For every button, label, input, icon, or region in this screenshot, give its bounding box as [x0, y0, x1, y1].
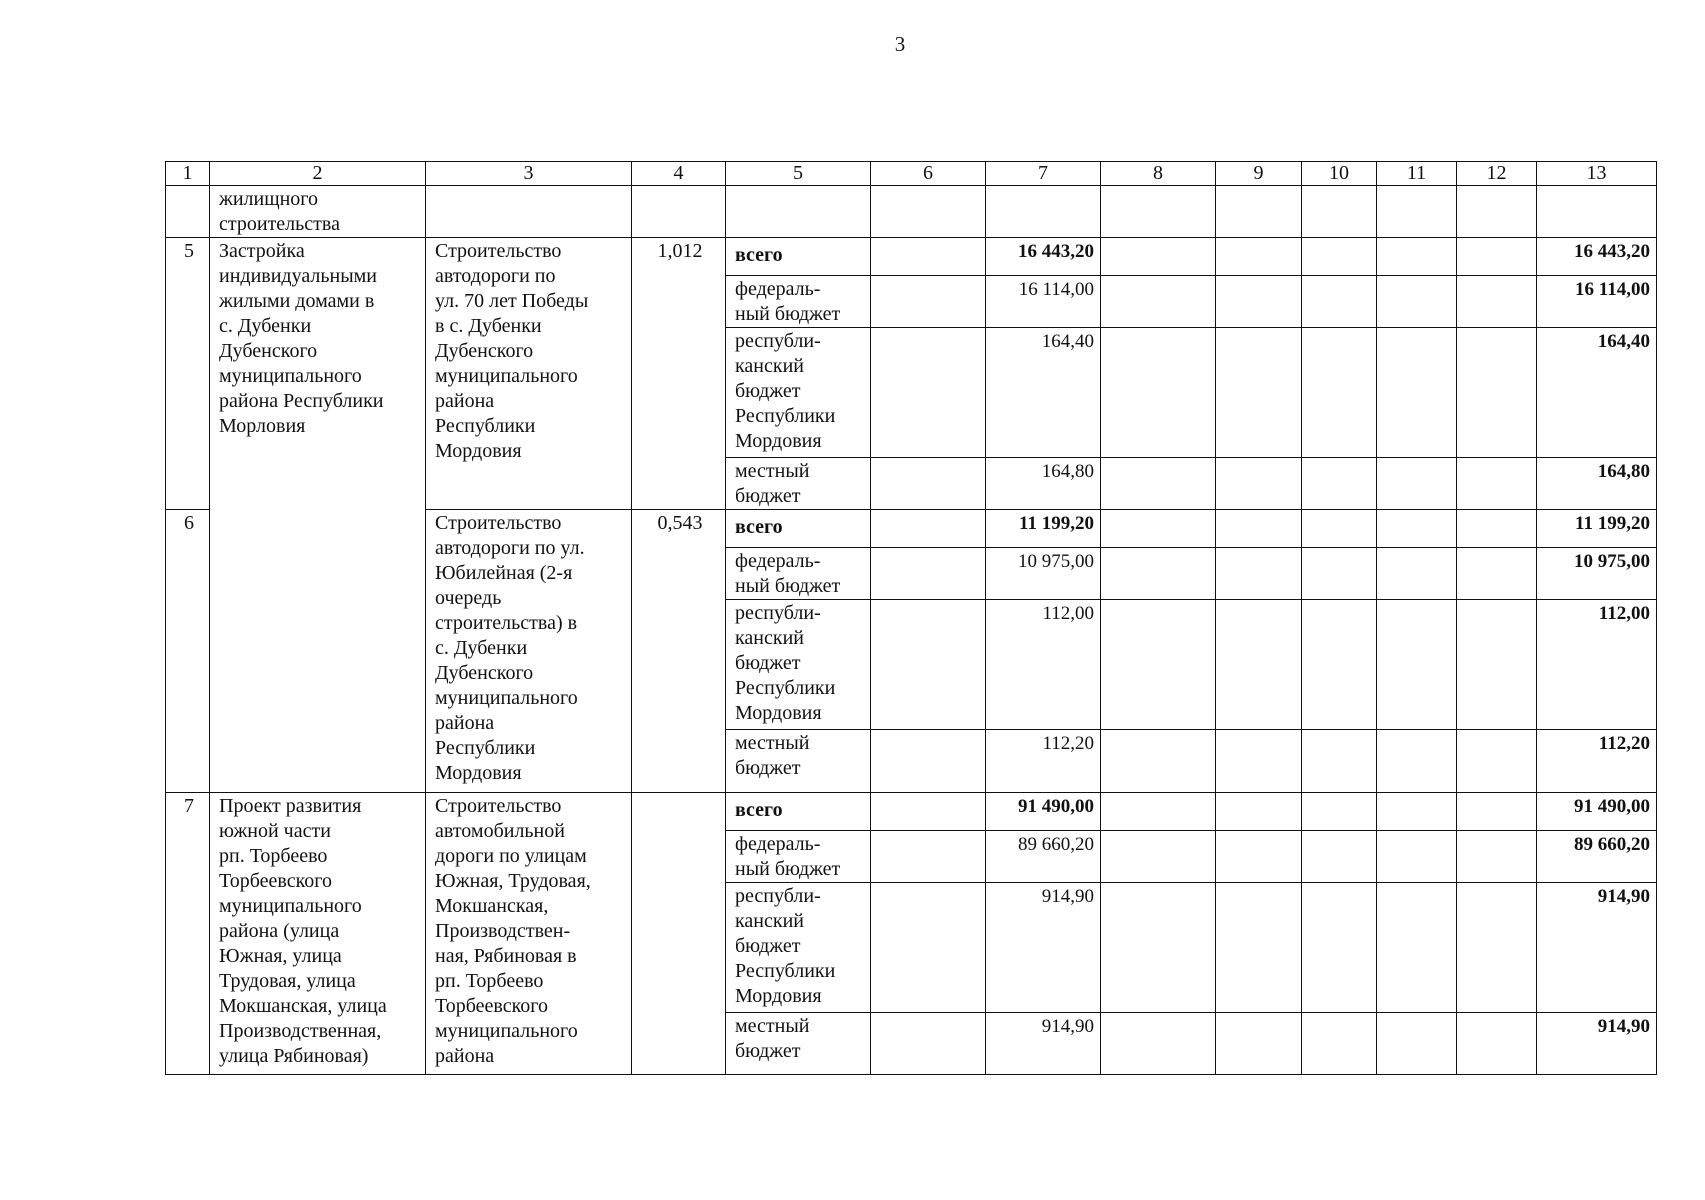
- text-line: Мордовия: [735, 702, 822, 724]
- amount-col13: 16 443,20: [1537, 238, 1657, 276]
- column-header: 6: [871, 162, 986, 186]
- text-line: с. Дубенки: [219, 315, 312, 337]
- funding-source: [726, 276, 871, 328]
- amount-col13: 16 114,00: [1537, 276, 1657, 328]
- text-line: канский: [735, 627, 804, 649]
- table-row: [166, 238, 1657, 276]
- road-length: [632, 793, 726, 1075]
- text-line: Строительство: [435, 512, 562, 534]
- text-line: бюджет: [735, 380, 801, 402]
- text-line: Мокшанская, улица: [219, 995, 387, 1017]
- amount-col7: 10 975,00: [986, 548, 1101, 600]
- column-number-row: [166, 162, 1657, 186]
- amount-col13: 112,20: [1537, 730, 1657, 793]
- text-line: муниципального: [219, 895, 362, 917]
- column-header: 1: [166, 162, 210, 186]
- text-line: Республики: [435, 737, 536, 759]
- text-line: рп. Торбеево: [219, 845, 328, 867]
- object-name: [426, 510, 632, 793]
- text-line: Производствен-: [435, 920, 571, 942]
- text-line: очередь: [435, 587, 502, 609]
- text-line: Юбилейная (2-я: [435, 562, 573, 584]
- text-line: Южная, улица: [219, 945, 342, 967]
- text-line: Республики: [735, 960, 836, 982]
- text-line: муниципального: [435, 1020, 578, 1042]
- amount-col7: 16 443,20: [986, 238, 1101, 276]
- table-row: [166, 793, 1657, 831]
- text-line: Дубенского: [435, 340, 534, 362]
- budget-table: [165, 161, 1657, 1075]
- row-number: 7: [166, 793, 210, 1075]
- text-line: ул. 70 лет Победы: [435, 290, 589, 312]
- text-line: бюджет: [735, 935, 801, 957]
- column-header: 8: [1101, 162, 1216, 186]
- column-header: 4: [632, 162, 726, 186]
- text-line: Дубенского: [435, 662, 534, 684]
- text-line: Дубенского: [219, 340, 318, 362]
- amount-col7: 914,90: [986, 1013, 1101, 1075]
- amount-col13: 89 660,20: [1537, 831, 1657, 883]
- text-line: автомобильной: [435, 820, 565, 842]
- page-number: 3: [894, 32, 906, 56]
- text-line: Мордовия: [735, 430, 822, 452]
- column-header: 3: [426, 162, 632, 186]
- funding-source: [726, 458, 871, 510]
- amount-col13: 91 490,00: [1537, 793, 1657, 831]
- funding-source: всего: [726, 238, 871, 276]
- project-name: [210, 793, 426, 1075]
- text-line: автодороги по ул.: [435, 537, 585, 559]
- text-line: Республики: [735, 405, 836, 427]
- text-line: района (улица: [219, 920, 340, 942]
- text-line: Республики: [435, 415, 536, 437]
- text-line: Трудовая, улица: [219, 970, 356, 992]
- text-line: южной части: [219, 820, 331, 842]
- text-line: улица Рябиновая): [219, 1045, 369, 1067]
- amount-col7: 164,80: [986, 458, 1101, 510]
- amount-col7: 914,90: [986, 883, 1101, 1013]
- text-line: Республики: [735, 677, 836, 699]
- text-line: Мордовия: [735, 985, 822, 1007]
- continuation-project-text: [210, 186, 426, 238]
- text-line: местный: [735, 732, 810, 754]
- text-line: местный: [735, 460, 810, 482]
- funding-source: [726, 548, 871, 600]
- road-length: 1,012: [632, 238, 726, 510]
- project-name: [210, 238, 426, 793]
- amount-col7: 16 114,00: [986, 276, 1101, 328]
- text-line: республи-: [735, 602, 821, 624]
- amount-col13: 914,90: [1537, 883, 1657, 1013]
- continuation-row: [166, 186, 1657, 238]
- text-line: района Республики: [219, 390, 384, 412]
- amount-col13: 10 975,00: [1537, 548, 1657, 600]
- funding-source: [726, 730, 871, 793]
- column-header: 10: [1302, 162, 1377, 186]
- funding-source: [726, 883, 871, 1013]
- text-line: Строительство: [435, 240, 562, 262]
- text-line: муниципального: [435, 365, 578, 387]
- column-header: 13: [1537, 162, 1657, 186]
- column-header: 5: [726, 162, 871, 186]
- text-line: дороги по улицам: [435, 845, 587, 867]
- text-line: ная, Рябиновая в: [435, 945, 577, 967]
- text-line: индивидуальными: [219, 265, 377, 287]
- text-line: района: [435, 1045, 495, 1067]
- text-line: жилищного: [219, 188, 319, 210]
- amount-col13: 164,80: [1537, 458, 1657, 510]
- row-number: 6: [166, 510, 210, 793]
- funding-source: всего: [726, 510, 871, 548]
- column-header: 9: [1216, 162, 1302, 186]
- text-line: ный бюджет: [735, 303, 841, 325]
- text-line: местный: [735, 1015, 810, 1037]
- text-line: Мокшанская,: [435, 895, 549, 917]
- text-line: Торбеевского: [219, 870, 332, 892]
- text-line: канский: [735, 910, 804, 932]
- amount-col13: 11 199,20: [1537, 510, 1657, 548]
- text-line: муниципального: [435, 687, 578, 709]
- text-line: района: [435, 712, 495, 734]
- amount-col7: 91 490,00: [986, 793, 1101, 831]
- text-line: ный бюджет: [735, 858, 841, 880]
- text-line: бюджет: [735, 757, 801, 779]
- funding-source: [726, 831, 871, 883]
- text-line: Южная, Трудовая,: [435, 870, 591, 892]
- text-line: строительства: [219, 213, 340, 235]
- text-line: района: [435, 390, 495, 412]
- text-line: бюджет: [735, 1040, 801, 1062]
- text-line: в с. Дубенки: [435, 315, 542, 337]
- text-line: ный бюджет: [735, 575, 841, 597]
- amount-col7: 112,00: [986, 600, 1101, 730]
- text-line: Проект развития: [219, 795, 362, 817]
- column-header: 2: [210, 162, 426, 186]
- funding-source: [726, 600, 871, 730]
- text-line: Мордовия: [435, 762, 522, 784]
- column-header: 11: [1377, 162, 1457, 186]
- text-line: жилыми домами в: [219, 290, 375, 312]
- funding-source: [726, 1013, 871, 1075]
- text-line: федераль-: [735, 550, 821, 572]
- amount-col7: 89 660,20: [986, 831, 1101, 883]
- road-length: 0,543: [632, 510, 726, 793]
- object-name: [426, 238, 632, 510]
- amount-col7: 164,40: [986, 328, 1101, 458]
- amount-col13: 112,00: [1537, 600, 1657, 730]
- text-line: бюджет: [735, 652, 801, 674]
- amount-col13: 914,90: [1537, 1013, 1657, 1075]
- text-line: Производственная,: [219, 1020, 382, 1042]
- text-line: Застройка: [219, 240, 305, 262]
- amount-col7: 112,20: [986, 730, 1101, 793]
- column-header: 12: [1457, 162, 1537, 186]
- text-line: Морловия: [219, 415, 306, 437]
- text-line: Мордовия: [435, 440, 522, 462]
- column-header: 7: [986, 162, 1101, 186]
- row-number: 5: [166, 238, 210, 510]
- object-name: [426, 793, 632, 1075]
- text-line: федераль-: [735, 278, 821, 300]
- text-line: федераль-: [735, 833, 821, 855]
- text-line: республи-: [735, 885, 821, 907]
- text-line: канский: [735, 355, 804, 377]
- text-line: Строительство: [435, 795, 562, 817]
- text-line: бюджет: [735, 485, 801, 507]
- amount-col7: 11 199,20: [986, 510, 1101, 548]
- amount-col13: 164,40: [1537, 328, 1657, 458]
- funding-source: [726, 328, 871, 458]
- text-line: республи-: [735, 330, 821, 352]
- text-line: муниципального: [219, 365, 362, 387]
- text-line: автодороги по: [435, 265, 556, 287]
- text-line: с. Дубенки: [435, 637, 528, 659]
- text-line: Торбеевского: [435, 995, 548, 1017]
- text-line: строительства) в: [435, 612, 578, 634]
- text-line: рп. Торбеево: [435, 970, 544, 992]
- funding-source: всего: [726, 793, 871, 831]
